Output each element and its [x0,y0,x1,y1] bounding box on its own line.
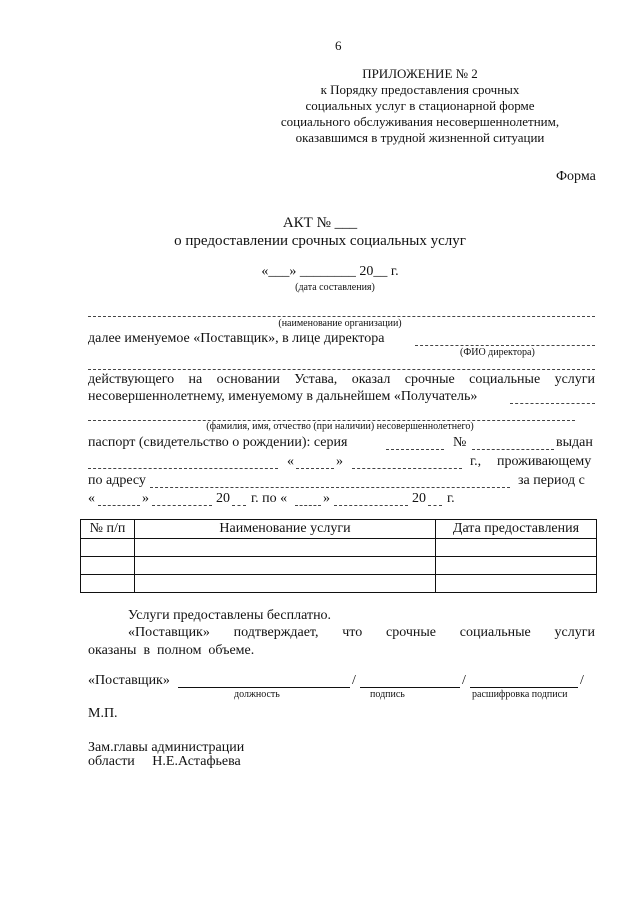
period-quote1-close: » [142,491,149,506]
quote-open: « [287,454,294,469]
table-cell[interactable] [81,539,135,557]
period-quote2-close: » [323,491,330,506]
col-date-header: Дата предоставления [436,520,597,539]
decode-caption: расшифровка подписи [472,689,568,700]
period-end-year-field[interactable] [428,505,442,506]
issued-label: выдан [556,435,593,450]
appendix-line: социального обслуживания несовершеннолетним, [280,114,560,129]
basis-line: действующего на основании Устава, оказал срочные социальные услуги [88,372,595,387]
quote-close: » [336,454,343,469]
confirm-line-2: оказаны в полном объеме. [88,643,255,658]
table-cell[interactable] [135,539,436,557]
page-number: 6 [335,38,342,53]
position-caption: должность [234,689,280,700]
col-number-header: № п/п [81,520,135,539]
passport-label: паспорт (свидетельство о рождении): серия [88,435,348,450]
signature-decode-field[interactable] [470,687,578,688]
slash-separator: / [580,673,584,688]
table-header-row [81,520,597,539]
issue-month-field[interactable] [352,468,462,469]
position-field[interactable] [178,687,350,688]
director-field-line[interactable] [415,345,595,346]
appendix-title: ПРИЛОЖЕНИЕ № 2 [362,66,478,81]
table-cell[interactable] [436,557,597,575]
signer-name: области Н.Е.Астафьева [88,754,241,769]
form-label: Форма [556,169,596,184]
passport-number-field[interactable] [472,449,554,450]
director-caption: (ФИО директора) [460,347,535,358]
period-start-day-field[interactable] [98,505,140,506]
number-sign: № [453,435,467,450]
appendix-line: к Порядку предоставления срочных [320,82,520,97]
issued-by-field[interactable] [88,468,278,469]
period-quote1-open: « [88,491,95,506]
confirm-word: что [342,625,363,640]
residing-label: проживающему [497,454,592,469]
confirm-line [128,625,595,641]
confirm-word: услуги [554,625,595,640]
recipient-caption: (фамилия, имя, отчество (при наличии) несовершеннолетнего) [206,421,474,432]
period-start-year-field[interactable] [232,505,246,506]
period-start-month-field[interactable] [152,505,212,506]
period-label: за период с [518,473,585,488]
table-cell[interactable] [135,575,436,593]
table-cell[interactable] [81,557,135,575]
table-row [81,575,597,593]
director-continue-line[interactable] [88,369,595,370]
confirm-word: срочные [385,625,436,640]
confirm-word: подтверждает, [233,625,319,640]
stamp-label: М.П. [88,706,118,721]
supplier-signature-label: «Поставщик» [88,673,170,688]
act-title: АКТ № ___ [282,215,358,231]
slash-separator: / [352,673,356,688]
table-row [81,557,597,575]
address-label: по адресу [88,473,146,488]
period-end-day-field[interactable] [295,505,321,506]
supplier-line: далее именуемое «Поставщик», в лице директора [88,331,385,346]
period-mid: г. по « [251,491,288,506]
act-date-line: «___» ________ 20__ г. [261,264,399,279]
signature-caption: подпись [370,689,405,700]
table-cell[interactable] [81,575,135,593]
table-cell[interactable] [135,557,436,575]
organization-caption: (наименование организации) [278,318,402,329]
passport-series-field[interactable] [386,449,444,450]
act-subtitle: о предоставлении срочных социальных услуг [174,233,466,249]
signer-title: Зам.главы администрации [88,740,245,755]
free-services-text: Услуги предоставлены бесплатно. [128,608,332,623]
date-caption: (дата составления) [295,282,375,293]
issue-day-field[interactable] [296,468,334,469]
confirm-word: социальные [459,625,531,640]
signature-field[interactable] [360,687,460,688]
address-field[interactable] [150,487,510,488]
organization-field-line[interactable] [88,316,595,317]
table-cell[interactable] [436,539,597,557]
services-table [80,519,597,593]
appendix-line: оказавшимся в трудной жизненной ситуации [295,130,545,145]
period-year2: 20 [412,491,426,506]
period-year1: 20 [216,491,230,506]
slash-separator: / [462,673,466,688]
period-end: г. [447,491,455,506]
confirm-word: «Поставщик» [128,625,210,640]
col-service-header: Наименование услуги [135,520,436,539]
table-row [81,539,597,557]
appendix-line: социальных услуг в стационарной форме [305,98,535,113]
period-end-month-field[interactable] [334,505,408,506]
table-cell[interactable] [436,575,597,593]
year-suffix: г., [470,454,482,469]
recipient-field-line[interactable] [510,403,595,404]
recipient-line: несовершеннолетнему, именуемому в дальнейшем «Получатель» [88,389,478,404]
